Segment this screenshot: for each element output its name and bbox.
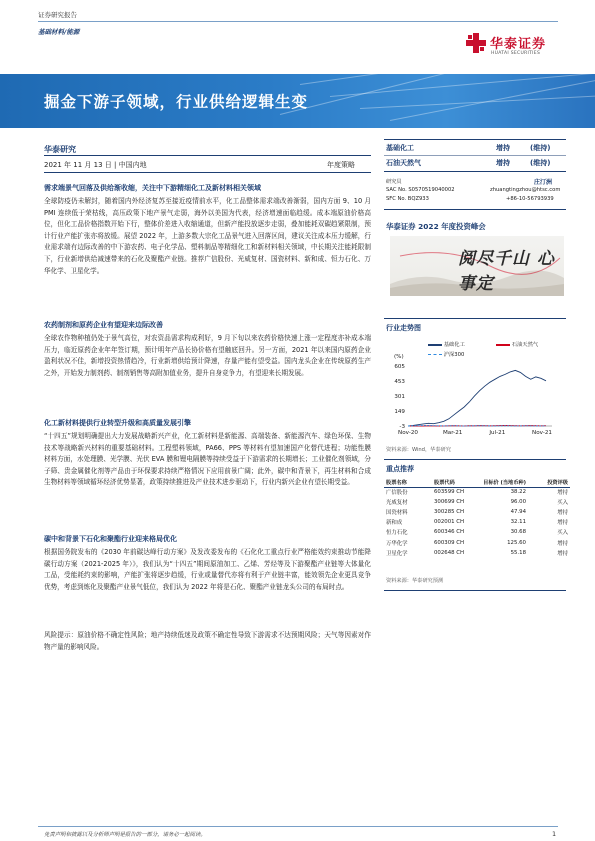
pick-target: 96.00 xyxy=(510,499,526,506)
pick-rating: 买入 xyxy=(557,500,568,507)
legend-swatch-3 xyxy=(428,354,442,355)
trend-divider xyxy=(384,318,566,319)
picks-row xyxy=(384,507,570,517)
y-tick-label: 605 xyxy=(394,364,405,370)
pick-rating: 增持 xyxy=(528,487,570,497)
promo-art-text: 阅尽千山 心事定 xyxy=(458,249,555,294)
picks-table-wrap xyxy=(384,478,570,558)
report-date: 2021 年 11 月 13 日 xyxy=(44,161,112,169)
meta-divider xyxy=(44,155,371,156)
pick-target: 125.60 xyxy=(507,539,526,546)
analyst-block xyxy=(384,178,566,210)
legend-label-2: 石油天然气 xyxy=(511,342,539,348)
pick-code: 603599 CH xyxy=(432,487,478,497)
rating-row-1 xyxy=(384,143,566,155)
report-type: 年度策略 xyxy=(327,161,355,169)
rating-status: (维持) xyxy=(530,159,551,167)
rating-status: (维持) xyxy=(530,144,551,152)
picks-table xyxy=(384,478,570,558)
pick-code: 300285 CH xyxy=(434,509,465,516)
section-body-1: 全球防疫仍未解封，随着国内外经济复苏至接近疫情前水平，化工品整体需求端改善渐弱，国内方面 9、10 月 PMI 连续低于荣枯线，高压政策下地产景气走弱，海外以美国为代表，经济增速面临趋缓。成本端原油价格高位，但化工品价格指数开始下行，整体价差进入收缩通道，但新产能投放逐步走弱，叠加能耗双碳趋紧限制，预计行业产能扩张亦将放缓。展望 2022 年，上游多数大宗化工品景气进入回落区间，建议关注成本压力缓解，行业需求端有边际改善的中下游农药、电子化学品、塑料制品等精细化工和新材料相关领域，中长期关注能耗限制下，行业新增供给减速带来的石化及聚酯产业链。推荐广信股份、光威复材、国瓷材料、新和成、恒力石化、万华化学、卫星化学。 xyxy=(44,197,371,275)
org-name: 华泰研究 xyxy=(44,145,76,154)
picks-row xyxy=(384,537,570,547)
promo-title: 华泰证券 2022 年度投资峰会 xyxy=(386,222,486,231)
analyst-phone: +86-10-56793939 xyxy=(506,196,554,202)
analyst-sac: SAC No. S0570519040002 xyxy=(386,187,455,193)
pick-code: 300699 CH xyxy=(434,499,465,506)
footer-divider xyxy=(38,826,558,827)
picks-row xyxy=(384,548,570,558)
pick-rating: 增持 xyxy=(557,550,568,557)
trend-source: 资料来源：Wind，华泰研究 xyxy=(386,447,451,453)
section-title-1: 需求端景气回落及供给渐收缩，关注中下游精细化工及新材料相关领域 xyxy=(44,184,261,192)
rating-sector: 石油天然气 xyxy=(386,159,421,167)
y-tick-label: 149 xyxy=(394,409,405,415)
report-title: 掘金下游子领域，行业供给逻辑生变 xyxy=(44,93,309,111)
section-body-4: 根据国务院发布的《2030 年前碳达峰行动方案》及发改委发布的《石化化工重点行业严格能效约束推动节能降碳行动方案（2021-2025 年）》，我们认为“十四五”期间原油加工、乙烯、芳烃等及下游聚酯产业链等大体量化工品，受能耗约束的影响，产能扩张将逐步趋缓，行业或量替代亦将有利于产业链丰富，能效领先企业更具竞争优势，考虑到炼化及聚酯产业景气低位，我们认为 2022 年将是石化、聚酯产业链龙头公司的布局时点。 xyxy=(44,548,371,591)
picks-title: 重点推荐 xyxy=(386,465,414,473)
section-title-2: 农药制剂和原药企业有望迎来边际改善 xyxy=(44,321,163,329)
report-date-line: 2021 年 11 月 13 日 | 中国内地 xyxy=(44,161,147,169)
picks-source: 资料来源：华泰研究预测 xyxy=(386,578,444,584)
picks-header-code: 股票代码 xyxy=(434,479,455,486)
picks-header-rating: 投资评级 xyxy=(547,479,568,486)
pick-rating: 增持 xyxy=(557,540,568,547)
pick-name: 恒力石化 xyxy=(386,530,408,537)
promo-banner-image xyxy=(390,236,564,296)
pick-target: 38.22 xyxy=(478,487,528,497)
pick-name: 国瓷材料 xyxy=(386,510,408,517)
x-tick-label: Nov-21 xyxy=(532,430,552,436)
legend-swatch-2 xyxy=(496,344,510,346)
pick-target: 30.68 xyxy=(510,529,526,536)
huatai-logo-mark-icon xyxy=(466,33,486,53)
report-doc-type: 证券研究报告 xyxy=(38,11,77,19)
legend-item-1 xyxy=(428,340,465,348)
rating-sector: 基础化工 xyxy=(386,144,414,152)
report-sector: 基础材料/能源 xyxy=(38,28,80,36)
picks-row xyxy=(384,517,570,527)
y-axis-unit: (%) xyxy=(394,354,404,360)
header-divider xyxy=(38,21,558,22)
meta-divider-2 xyxy=(44,172,371,173)
section-title-4: 碳中和背景下石化和聚酯行业迎来格局优化 xyxy=(44,535,177,543)
analyst-sfc: SFC No. BQZ933 xyxy=(386,196,429,202)
page-number: 1 xyxy=(552,830,557,838)
huatai-logo xyxy=(466,33,566,61)
analyst-email[interactable]: zhuangtingzhou@htsc.com xyxy=(490,187,561,193)
rating-row-2 xyxy=(384,158,566,170)
risk-warning: 风险提示：原油价格不确定性风险；地产持续低迷及政策不确定性导致下游需求不达预期风险；天气等因素对作物产量的影响风险。 xyxy=(44,631,371,651)
pick-code: 002001 CH xyxy=(434,519,465,526)
series-line-1 xyxy=(408,370,546,426)
pick-target: 32.11 xyxy=(510,519,526,526)
rating-value: 增持 xyxy=(496,144,510,152)
pick-name: 万华化学 xyxy=(386,540,408,547)
pick-code: 600346 CH xyxy=(434,529,465,536)
picks-row xyxy=(384,487,570,497)
report-region: 中国内地 xyxy=(118,161,147,169)
pick-name: 广信股份 xyxy=(384,487,432,497)
legend-label-3: 沪深300 xyxy=(443,352,465,358)
section-title-3: 化工新材料提供行业转型升级和高质量发展引擎 xyxy=(44,419,191,427)
pick-rating: 增持 xyxy=(557,520,568,527)
pick-name: 卫星化学 xyxy=(386,550,408,557)
y-tick-label: -3 xyxy=(399,424,405,430)
rating-value: 增持 xyxy=(496,159,510,167)
pick-name: 光威复材 xyxy=(386,500,408,507)
footer-disclaimer: 免责声明和披露以及分析师声明是报告的一部分，请务必一起阅读。 xyxy=(44,832,206,838)
analyst-divider xyxy=(384,209,566,210)
analyst-name: 庄汀洲 xyxy=(534,179,553,186)
section-body-3: “十四五”规划明确提出大力发展战略新兴产业，化工新材料是新能源、高端装备、新能源汽车、绿色环保、生物技术等战略新兴材料的重要基础材料。工程塑料领域，PA66、PPS 等材料有望加速国产化替代进程；功能性膜材料方面，水处理膜、光学膜、光伏 EVA 膜和锂电隔膜等持续受益于下游需求的长期增长；工业催化剂领域，分子筛、贵金属催化剂等产品由于环保要求持续严格情况下应用前景广阔；此外，碳中和背景下，再生材料和合成生物材料等领域循环经济优势显著，政策持续推进及产业技术进步驱动下，行业内新兴企业有望长期受益。 xyxy=(44,432,371,487)
x-tick-label: Mar-21 xyxy=(442,430,463,436)
pick-target: 55.18 xyxy=(510,549,526,556)
picks-row xyxy=(384,497,570,507)
pick-rating: 增持 xyxy=(557,510,568,517)
picks-divider xyxy=(384,459,566,460)
legend-swatch-1 xyxy=(428,344,442,346)
picks-header-target: 目标价 (当地币种) xyxy=(483,479,526,486)
pick-code: 600309 CH xyxy=(434,539,465,546)
rating-top-divider xyxy=(384,139,566,140)
y-tick-label: 301 xyxy=(394,394,405,400)
picks-bottom-divider xyxy=(384,590,566,591)
picks-row xyxy=(384,527,570,537)
section-body-2: 全球农作物种植仍处于景气高位，对农资品需求构成利好，9 月下旬以来农药价格快速上涨一定程度亦补成本端压力，临近原药企业年年签订期，预计明年产品长协价格有望触底回升。另一方面，2021 年以来国内原药企业盈利状况不佳，新增投资热情趋冷，行业新增供给预计降速，存量产能有望受益。国内龙头企业在传统原药生产之外，开始发力制剂药、制剂销售等高附加值业务，提升自身竞争力，有望迎来长期发展。 xyxy=(44,334,371,377)
pick-name: 新和成 xyxy=(386,520,403,527)
trend-chart xyxy=(386,336,568,442)
x-tick-label: Jul-21 xyxy=(489,430,506,436)
logo-name-en: HUATAI SECURITIES xyxy=(491,51,541,56)
pick-code: 002648 CH xyxy=(434,549,465,556)
analyst-label: 研究员 xyxy=(386,179,402,185)
rating-mid-divider xyxy=(384,155,566,156)
picks-header-name: 股票名称 xyxy=(386,479,407,486)
pick-target: 47.94 xyxy=(510,509,526,516)
x-tick-label: Nov-20 xyxy=(398,430,418,436)
logo-name-cn: 华泰证券 xyxy=(490,37,547,52)
rating-bottom-divider xyxy=(384,171,566,172)
trend-title: 行业走势图 xyxy=(386,324,421,332)
legend-item-3 xyxy=(428,350,464,358)
picks-header-row xyxy=(384,478,570,487)
legend-label-1: 基础化工 xyxy=(443,342,465,348)
pick-rating: 买入 xyxy=(557,530,568,537)
trend-plot xyxy=(386,362,568,442)
legend-item-2 xyxy=(496,340,538,348)
y-tick-label: 453 xyxy=(394,379,405,385)
